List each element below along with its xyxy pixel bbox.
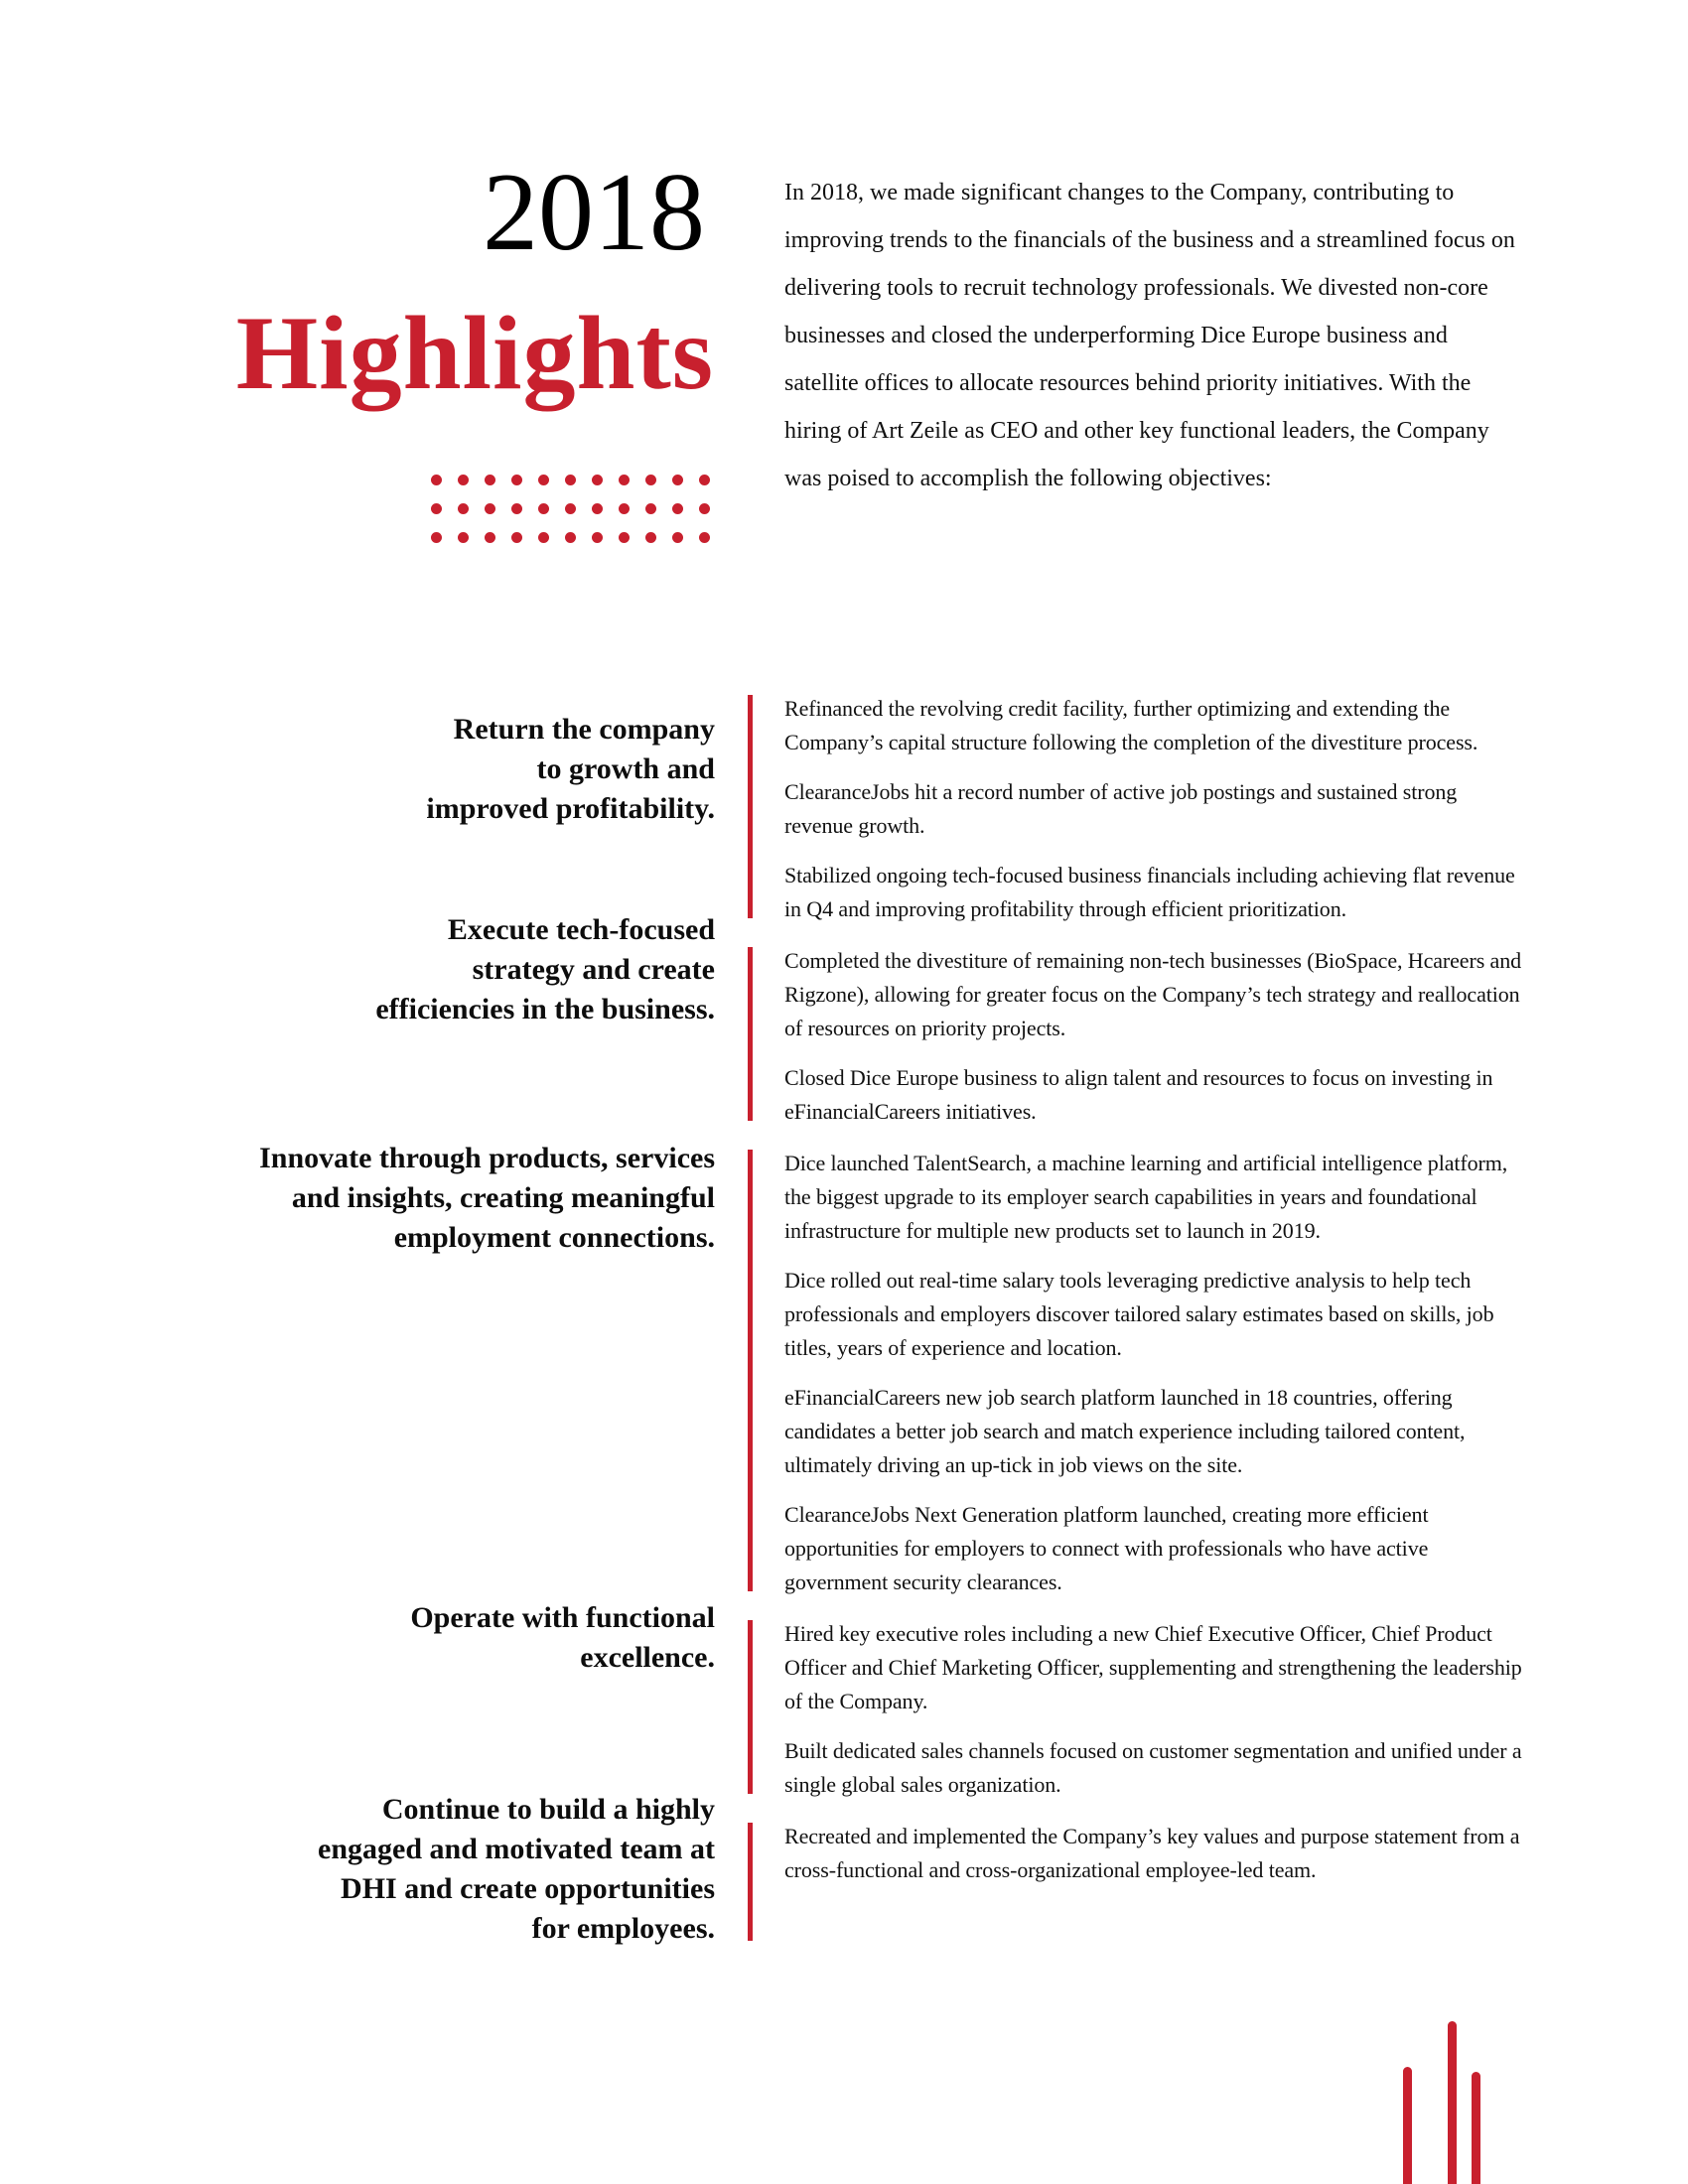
section-heading-line: Innovate through products, services	[259, 1142, 715, 1174]
dot-icon	[458, 475, 469, 485]
section-heading-line: for employees.	[531, 1912, 715, 1945]
dot-icon	[431, 475, 442, 485]
section-heading-line: strategy and create	[472, 953, 715, 986]
intro-paragraph: In 2018, we made significant changes to the Company, contributing to improving trends to the financials of the business and a streamlined focus on delivering tools to recruit technology professionals. We divested non-core businesses and closed the underperforming Dice Europe business and satellite offices to allocate resources behind priority initiatives. With the hiring of Art Zeile as CEO and other key functional leaders, the Company was poised to accomplish the following objectives:	[784, 180, 1515, 491]
objective-section	[0, 1601, 1524, 1802]
section-heading-line: employment connections.	[393, 1221, 715, 1254]
dots-pattern-decoration	[431, 466, 726, 552]
section-heading	[0, 710, 715, 926]
section-items	[784, 944, 1524, 1129]
objective-section	[0, 1142, 1524, 1599]
section-heading-line: Execute tech-focused	[447, 913, 715, 946]
objectives-sections	[0, 692, 1524, 1967]
dot-icon	[619, 532, 630, 543]
dot-icon	[458, 503, 469, 514]
section-item: Recreated and implemented the Company’s key values and purpose statement from a cross-functional and cross-organizational employee-led team.	[784, 1824, 1520, 1882]
dot-icon	[619, 503, 630, 514]
dot-icon	[592, 532, 603, 543]
section-heading-line: excellence.	[580, 1641, 715, 1674]
dot-icon	[699, 532, 710, 543]
section-item: Hired key executive roles including a new Chief Executive Officer, Chief Product Officer and Chief Marketing Officer, supplementing and strengthening the leadership of the Company.	[784, 1621, 1522, 1713]
red-bar-icon	[1472, 2072, 1480, 2184]
dot-icon	[672, 475, 683, 485]
dot-icon	[565, 475, 576, 485]
section-heading	[0, 1790, 715, 1949]
red-bar-icon	[1403, 2067, 1412, 2184]
dot-icon	[565, 532, 576, 543]
dot-icon	[538, 503, 549, 514]
section-heading	[0, 1598, 715, 1802]
section-items	[784, 692, 1524, 926]
section-item: Built dedicated sales channels focused on customer segmentation and unified under a single global sales organization.	[784, 1738, 1522, 1797]
section-heading-line: Return the company	[453, 713, 715, 746]
dot-icon	[565, 503, 576, 514]
section-items	[784, 1820, 1524, 1949]
title-highlights: Highlights	[235, 295, 714, 411]
dot-icon	[538, 475, 549, 485]
section-heading-line: engaged and motivated team at	[318, 1833, 715, 1865]
section-item: ClearanceJobs hit a record number of active job postings and sustained strong revenue growth.	[784, 779, 1458, 838]
section-heading-line: to growth and	[536, 752, 715, 785]
section-item: Refinanced the revolving credit facility, further optimizing and extending the Company’s capital structure following the completion of the divestiture process.	[784, 696, 1478, 754]
dot-icon	[458, 532, 469, 543]
section-heading	[0, 1139, 715, 1599]
section-heading-line: and insights, creating meaningful	[291, 1181, 715, 1214]
dot-icon	[699, 503, 710, 514]
dot-icon	[645, 475, 656, 485]
section-heading-line: Operate with functional	[410, 1601, 715, 1634]
dot-icon	[645, 503, 656, 514]
dot-icon	[538, 532, 549, 543]
dot-icon	[511, 532, 522, 543]
title-year: 2018	[483, 151, 705, 274]
dot-icon	[592, 503, 603, 514]
dot-icon	[619, 475, 630, 485]
dot-icon	[645, 532, 656, 543]
section-items	[784, 1617, 1524, 1802]
dot-icon	[699, 475, 710, 485]
section-item: ClearanceJobs Next Generation platform launched, creating more efficient opportunities for employers to connect with professionals who have active government security clearances.	[784, 1502, 1429, 1594]
section-items	[784, 1147, 1524, 1599]
dot-icon	[485, 532, 495, 543]
objective-section	[0, 913, 1524, 1129]
red-bar-icon	[1448, 2021, 1457, 2184]
objective-section	[0, 692, 1524, 926]
section-item: Completed the divestiture of remaining non-tech businesses (BioSpace, Hcareers and Rigzone), allowing for greater focus on the Company’s tech strategy and reallocation of resources on priority projects.	[784, 948, 1522, 1040]
section-item: Dice rolled out real-time salary tools leveraging predictive analysis to help tech professionals and employers discover tailored salary estimates based on skills, job titles, years of experience and location.	[784, 1268, 1494, 1360]
section-heading-line: efficiencies in the business.	[375, 993, 715, 1025]
objective-section	[0, 1793, 1524, 1949]
dot-icon	[511, 475, 522, 485]
dot-icon	[592, 475, 603, 485]
section-heading-line: improved profitability.	[426, 792, 715, 825]
dot-icon	[431, 503, 442, 514]
dot-icon	[672, 532, 683, 543]
section-item: Stabilized ongoing tech-focused business financials including achieving flat revenue in Q4 and improving profitability through efficient prioritization.	[784, 863, 1515, 921]
section-heading	[0, 910, 715, 1129]
dot-icon	[672, 503, 683, 514]
section-item: eFinancialCareers new job search platform launched in 18 countries, offering candidates a better job search and match experience including tailored content, ultimately driving an up-tick in job views on the site.	[784, 1385, 1466, 1477]
dot-icon	[511, 503, 522, 514]
dot-icon	[485, 503, 495, 514]
section-item: Dice launched TalentSearch, a machine learning and artificial intelligence platform, the biggest upgrade to its employer search capabilities in years and foundational infrastructure for multiple new products set to launch in 2019.	[784, 1151, 1508, 1243]
dot-icon	[485, 475, 495, 485]
section-heading-line: DHI and create opportunities	[341, 1872, 715, 1905]
section-heading-line: Continue to build a highly	[381, 1793, 715, 1826]
section-item: Closed Dice Europe business to align talent and resources to focus on investing in eFinancialCareers initiatives.	[784, 1065, 1493, 1124]
dot-icon	[431, 532, 442, 543]
